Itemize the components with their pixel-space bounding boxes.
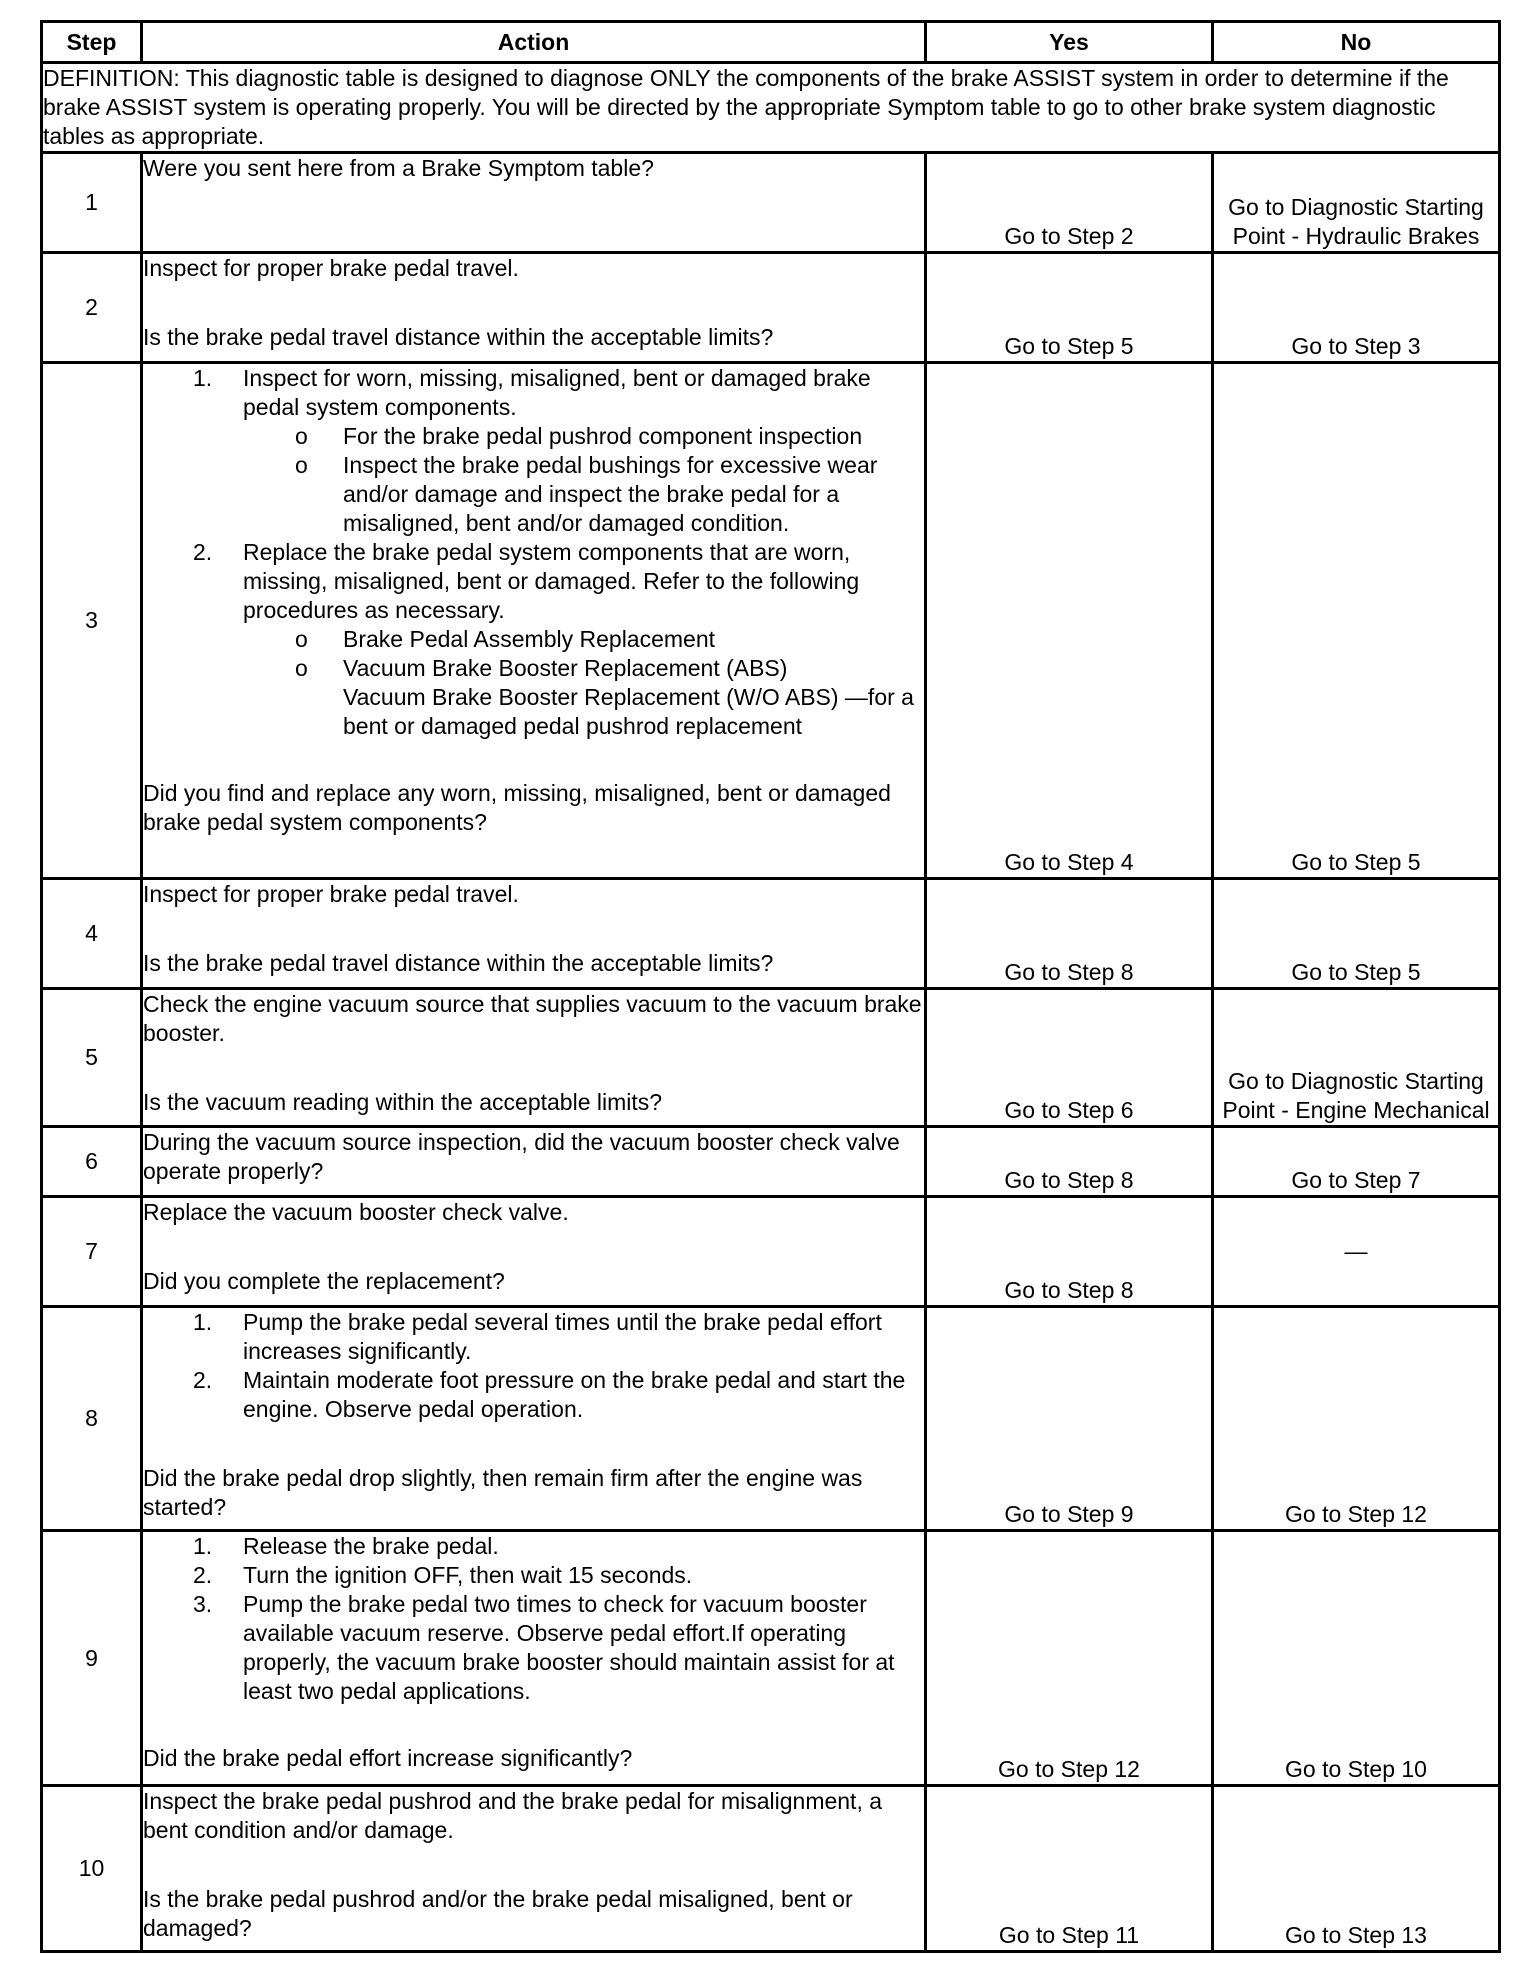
step-number: 3 — [42, 363, 142, 879]
intro-text: Inspect for proper brake pedal travel. — [143, 255, 519, 281]
bullet-list — [243, 422, 924, 538]
procedure-list — [143, 1308, 924, 1424]
item-text: Inspect for worn, missing, misaligned, bent or damaged brake pedal system components. — [243, 365, 871, 420]
header-no: No — [1213, 22, 1500, 63]
no-result: — — [1213, 1197, 1500, 1307]
yes-result: Go to Step 12 — [926, 1531, 1213, 1786]
header-row — [42, 22, 1500, 63]
question-text: During the vacuum source inspection, did the vacuum booster check valve operate properly? — [143, 1129, 900, 1184]
bullet-list — [243, 625, 924, 741]
step-number: 8 — [42, 1307, 142, 1531]
list-item — [193, 364, 924, 538]
question-text: Did you find and replace any worn, missing, misaligned, bent or damaged brake pedal system components? — [143, 780, 891, 835]
step-number: 10 — [42, 1786, 142, 1952]
item-text: Pump the brake pedal several times until the brake pedal effort increases significantly. — [243, 1309, 882, 1364]
bullet-item: o Inspect the brake pedal bushings for excessive wear and/or damage and inspect the brake pedal for a misaligned, bent and/or damaged condition. — [343, 451, 924, 538]
table-row — [42, 1531, 1500, 1786]
question-text: Is the brake pedal travel distance within the acceptable limits? — [143, 950, 774, 976]
action-cell — [142, 879, 926, 989]
no-result: Go to Diagnostic Starting Point - Hydraulic Brakes — [1213, 153, 1500, 253]
item-text: Release the brake pedal. — [243, 1533, 499, 1559]
yes-result: Go to Step 2 — [926, 153, 1213, 253]
header-yes: Yes — [926, 22, 1213, 63]
table-row — [42, 879, 1500, 989]
question-text: Were you sent here from a Brake Symptom table? — [143, 155, 654, 181]
step-number: 4 — [42, 879, 142, 989]
list-item — [193, 1532, 924, 1561]
item-number: 2. — [193, 539, 213, 565]
table-row — [42, 1786, 1500, 1952]
item-number: 1. — [193, 365, 213, 391]
bullet-item: o For the brake pedal pushrod component inspection — [343, 422, 924, 451]
step-number: 6 — [42, 1127, 142, 1197]
question-text: Did the brake pedal drop slightly, then remain firm after the engine was started? — [143, 1465, 863, 1520]
item-number: 2. — [193, 1562, 213, 1588]
question-text: Is the brake pedal pushrod and/or the brake pedal misaligned, bent or damaged? — [143, 1886, 853, 1941]
item-text: Maintain moderate foot pressure on the brake pedal and start the engine. Observe pedal operation. — [243, 1367, 906, 1422]
no-result: Go to Step 12 — [1213, 1307, 1500, 1531]
yes-result: Go to Step 8 — [926, 1127, 1213, 1197]
list-item — [193, 1308, 924, 1366]
table-row — [42, 1127, 1500, 1197]
intro-text: Inspect for proper brake pedal travel. — [143, 881, 519, 907]
list-item — [193, 1590, 924, 1706]
intro-text: Replace the vacuum booster check valve. — [143, 1199, 569, 1225]
action-cell — [142, 1197, 926, 1307]
no-result: Go to Step 5 — [1213, 363, 1500, 879]
table-row — [42, 153, 1500, 253]
yes-result: Go to Step 9 — [926, 1307, 1213, 1531]
no-result: Go to Step 5 — [1213, 879, 1500, 989]
no-result: Go to Diagnostic Starting Point - Engine Mechanical — [1213, 989, 1500, 1127]
question-text: Did you complete the replacement? — [143, 1268, 505, 1294]
item-number: 2. — [193, 1367, 213, 1393]
table-row — [42, 363, 1500, 879]
intro-text: Check the engine vacuum source that supplies vacuum to the vacuum brake booster. — [143, 991, 922, 1046]
header-action: Action — [142, 22, 926, 63]
step-number: 1 — [42, 153, 142, 253]
step-number: 9 — [42, 1531, 142, 1786]
step-number: 7 — [42, 1197, 142, 1307]
yes-result: Go to Step 8 — [926, 879, 1213, 989]
action-cell — [142, 1531, 926, 1786]
list-item — [193, 1561, 924, 1590]
yes-result: Go to Step 6 — [926, 989, 1213, 1127]
no-result: Go to Step 13 — [1213, 1786, 1500, 1952]
bullet-continuation: Vacuum Brake Booster Replacement (W/O ABS) —for a bent or damaged pedal pushrod replacement — [343, 684, 914, 739]
action-cell — [142, 363, 926, 879]
action-cell — [142, 1786, 926, 1952]
yes-result: Go to Step 11 — [926, 1786, 1213, 1952]
step-number: 5 — [42, 989, 142, 1127]
diagnostic-table — [40, 20, 1501, 1953]
item-number: 3. — [193, 1591, 213, 1617]
bullet-item: o Vacuum Brake Booster Replacement (ABS) — [343, 654, 924, 683]
definition-row — [42, 63, 1500, 153]
question-text: Is the brake pedal travel distance within the acceptable limits? — [143, 324, 774, 350]
item-number: 1. — [193, 1533, 213, 1559]
action-cell — [142, 253, 926, 363]
no-result: Go to Step 10 — [1213, 1531, 1500, 1786]
table-row — [42, 253, 1500, 363]
no-result: Go to Step 7 — [1213, 1127, 1500, 1197]
action-cell — [142, 153, 926, 253]
action-cell — [142, 1307, 926, 1531]
yes-result: Go to Step 5 — [926, 253, 1213, 363]
table-row — [42, 989, 1500, 1127]
step-number: 2 — [42, 253, 142, 363]
list-item — [193, 538, 924, 741]
question-text: Did the brake pedal effort increase significantly? — [143, 1745, 633, 1771]
no-result: Go to Step 3 — [1213, 253, 1500, 363]
item-text: Pump the brake pedal two times to check for vacuum booster available vacuum reserve. Observe pedal effort.If operating properly, the vacuum brake booster should maintain assist for at least two pedal applications. — [243, 1591, 895, 1704]
table-row — [42, 1307, 1500, 1531]
item-text: Turn the ignition OFF, then wait 15 seconds. — [243, 1562, 693, 1588]
action-cell — [142, 1127, 926, 1197]
procedure-list — [143, 364, 924, 741]
item-number: 1. — [193, 1309, 213, 1335]
yes-result: Go to Step 4 — [926, 363, 1213, 879]
bullet-item: o Brake Pedal Assembly Replacement — [343, 625, 924, 654]
action-cell — [142, 989, 926, 1127]
table-row — [42, 1197, 1500, 1307]
header-step: Step — [42, 22, 142, 63]
question-text: Is the vacuum reading within the acceptable limits? — [143, 1089, 663, 1115]
procedure-list — [143, 1532, 924, 1706]
intro-text: Inspect the brake pedal pushrod and the brake pedal for misalignment, a bent condition and/or damage. — [143, 1788, 883, 1843]
item-text: Replace the brake pedal system components that are worn, missing, misaligned, bent or damaged. Refer to the following procedures as necessary. — [243, 539, 860, 623]
yes-result: Go to Step 8 — [926, 1197, 1213, 1307]
definition-text: DEFINITION: This diagnostic table is designed to diagnose ONLY the components of the brake ASSIST system in order to determine if the brake ASSIST system is operating properly. You will be directed by the appropriate Symptom table to go to other brake system diagnostic tables as appropriate. — [42, 63, 1500, 153]
list-item — [193, 1366, 924, 1424]
